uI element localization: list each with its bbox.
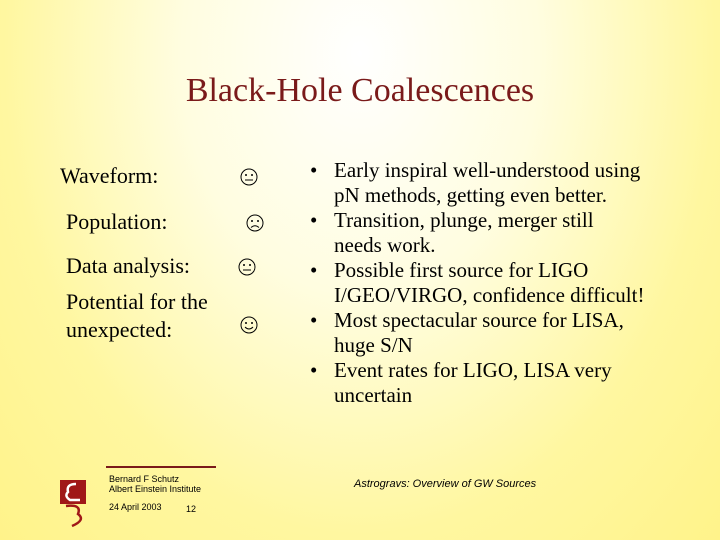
sad-face-icon <box>246 214 264 232</box>
bullet-text-line2: pN methods, getting even better. <box>334 183 607 207</box>
bullet-text-line2: needs work. <box>334 233 436 257</box>
footer-divider <box>106 466 216 468</box>
bullet-item <box>310 308 710 358</box>
bullet-text-line2: huge S/N <box>334 333 413 357</box>
bullet-marker: • <box>310 308 318 332</box>
criterion-label-potential-line2: unexpected: <box>66 317 173 342</box>
bullet-item <box>310 208 710 258</box>
bullet-list <box>310 158 710 408</box>
neutral-face-icon <box>240 168 258 186</box>
bullet-marker: • <box>310 158 318 182</box>
footer-caption: Astrogravs: Overview of GW Sources <box>354 478 537 490</box>
slide-title: Black-Hole Coalescences <box>185 72 535 109</box>
criterion-label-waveform: Waveform: <box>60 163 159 188</box>
neutral-face-icon <box>238 258 256 276</box>
footer-left <box>56 466 216 526</box>
bullet-marker: • <box>310 208 318 232</box>
footer-author: Bernard F Schutz <box>109 474 180 484</box>
bullet-text-line2: I/GEO/VIRGO, confidence difficult! <box>334 283 645 307</box>
bullet-text-line2: uncertain <box>334 383 413 407</box>
bullet-text-line1: Transition, plunge, merger still <box>334 208 594 232</box>
bullet-item <box>310 158 710 208</box>
footer-institute: Albert Einstein Institute <box>109 484 202 494</box>
bullet-text-line1: Early inspiral well-understood using <box>334 158 641 182</box>
criterion-label-population: Population: <box>66 209 168 234</box>
bullet-item <box>310 358 710 408</box>
criterion-label-potential-line1: Potential for the <box>66 289 208 314</box>
footer-date: 24 April 2003 <box>109 502 162 512</box>
bullet-marker: • <box>310 358 318 382</box>
bullet-item <box>310 258 710 308</box>
bullet-text-line1: Most spectacular source for LISA, <box>334 308 624 332</box>
aei-logo-icon <box>56 472 96 528</box>
bullet-marker: • <box>310 258 318 282</box>
bullet-text-line1: Event rates for LIGO, LISA very <box>334 358 612 382</box>
footer-page-number: 12 <box>186 504 197 514</box>
bullet-text-line1: Possible first source for LIGO <box>334 258 589 282</box>
criterion-label-data-analysis: Data analysis: <box>66 253 191 278</box>
happy-face-icon <box>240 316 258 334</box>
